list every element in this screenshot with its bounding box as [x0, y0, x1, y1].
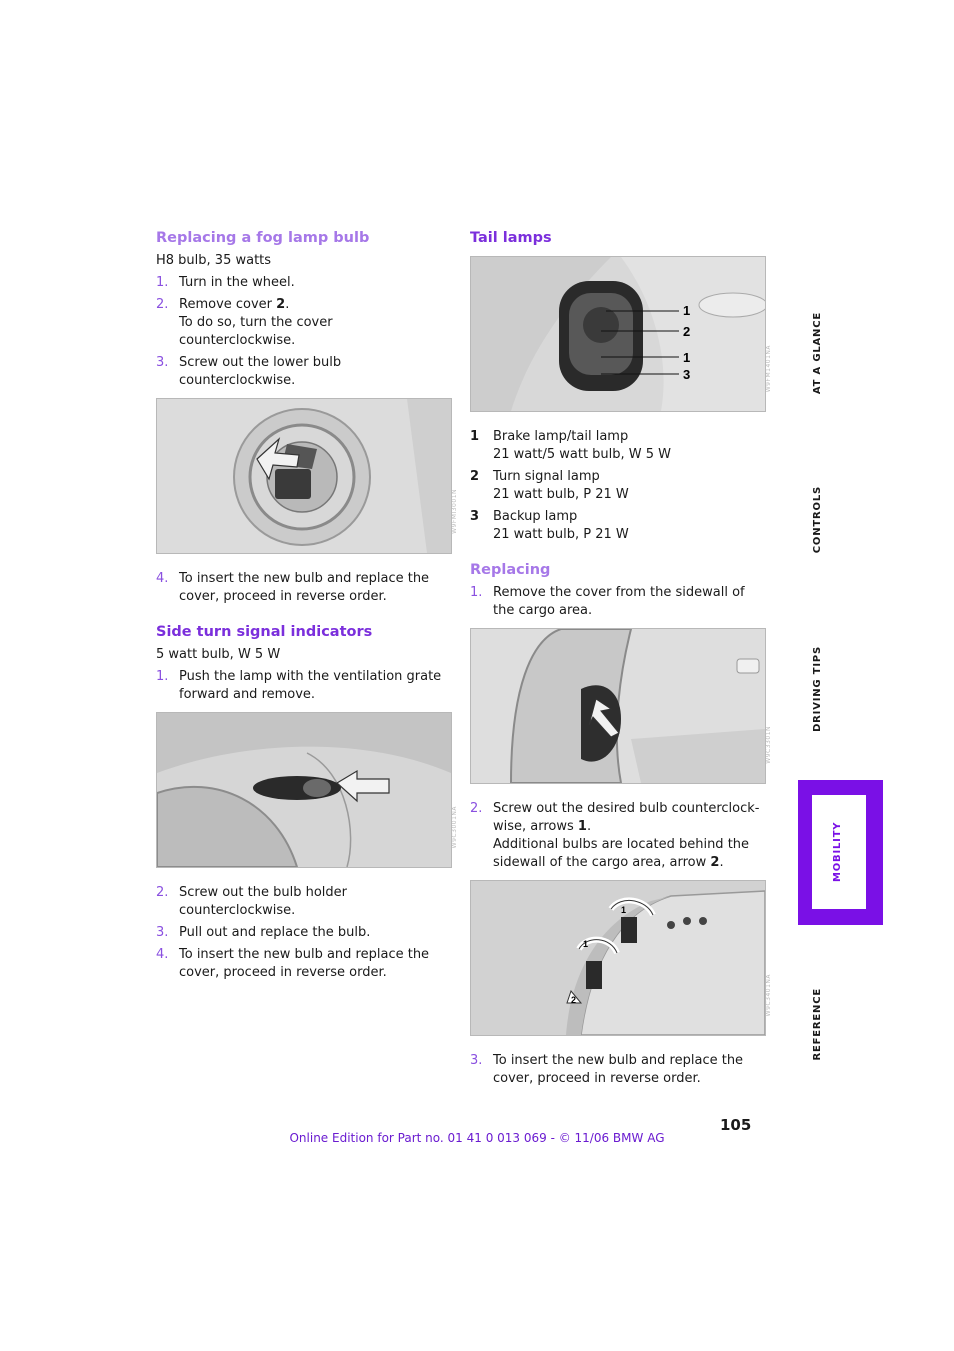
callout-label: 1 [583, 939, 589, 949]
figure-code: W9FM1401NA [765, 344, 772, 392]
replacing-heading: Replacing [470, 562, 551, 578]
side-turn-signal-spec: 5 watt bulb, W 5 W [156, 647, 281, 662]
sidebar-tab-driving-tips[interactable]: DRIVING TIPS [812, 646, 823, 732]
fog-lamp-heading: Replacing a fog lamp bulb [156, 230, 370, 246]
tail-lamps-legend [470, 428, 766, 544]
list-item: 1. Remove the cover from the sidewall of the cargo area. [470, 585, 745, 618]
left-column [156, 228, 458, 986]
page-number: 105 [720, 1116, 752, 1134]
list-item: 3. Pull out and replace the bulb. [156, 925, 371, 940]
legend-item: 1 Brake lamp/tail lamp 21 watt/5 watt bulb, W 5 W [470, 429, 672, 462]
fog-lamp-steps-continued [156, 570, 452, 606]
callout-label: 3 [683, 367, 691, 382]
cargo-cover-figure [470, 628, 766, 784]
callout-label: 2 [683, 324, 691, 339]
replacing-steps-final [470, 1052, 766, 1088]
sidebar-tab-reference[interactable]: REFERENCE [812, 988, 823, 1061]
figure-code: W9C3401NA [765, 973, 772, 1016]
side-turn-signal-steps-continued [156, 884, 452, 982]
figure-code: W9C3301N [765, 726, 772, 764]
sidebar-tab-mobility[interactable]: MOBILITY [798, 780, 883, 925]
right-column [470, 228, 772, 1092]
fog-lamp-steps [156, 274, 452, 390]
sidebar-tab-at-a-glance[interactable]: AT A GLANCE [812, 312, 823, 395]
side-turn-signal-steps [156, 668, 452, 704]
list-item: 3. To insert the new bulb and replace the cover, proceed in reverse order. [470, 1053, 744, 1086]
replacing-steps-continued [470, 800, 766, 872]
callout-label: 1 [683, 303, 691, 318]
sidebar-tab-controls[interactable]: CONTROLS [812, 486, 823, 554]
list-item: 1. Turn in the wheel. [156, 275, 295, 290]
side-turn-signal-figure [156, 712, 452, 868]
list-item: 2. Screw out the bulb holder counterclockwise. [156, 885, 347, 918]
bulb-holder-figure [470, 880, 766, 1036]
legend-item: 2 Turn signal lamp 21 watt bulb, P 21 W [470, 469, 629, 502]
list-item: 1. Push the lamp with the ventilation grate forward and remove. [156, 669, 442, 702]
list-item: 3. Screw out the lower bulb counterclockwise. [156, 355, 342, 388]
legend-item: 3 Backup lamp 21 watt bulb, P 21 W [470, 509, 629, 542]
replacing-steps [470, 584, 766, 620]
footer: Online Edition for Part no. 01 41 0 013 069 - © 11/06 BMW AG [289, 1131, 665, 1145]
side-turn-signal-heading: Side turn signal indicators [156, 624, 373, 640]
fog-lamp-figure [156, 398, 452, 554]
list-item: 4. To insert the new bulb and replace the cover, proceed in reverse order. [156, 571, 430, 604]
list-item: 2. Screw out the desired bulb counterclock-wise, arrows 1. Additional bulbs are located behind the sidewall of the cargo area, arrow 2. [470, 801, 760, 870]
list-item: 4. To insert the new bulb and replace the cover, proceed in reverse order. [156, 947, 430, 980]
tail-lamps-heading: Tail lamps [470, 230, 552, 246]
callout-label: 2 [571, 995, 577, 1005]
fog-lamp-spec: H8 bulb, 35 watts [156, 253, 272, 268]
callout-label: 1 [683, 350, 691, 365]
tail-lamps-figure [470, 256, 766, 412]
list-item: 2. Remove cover 2. To do so, turn the cover counterclockwise. [156, 297, 333, 348]
callout-label: 1 [621, 905, 627, 915]
figure-code: W9C3001NA [451, 805, 458, 848]
figure-code: W9FMI3001N [451, 489, 458, 534]
